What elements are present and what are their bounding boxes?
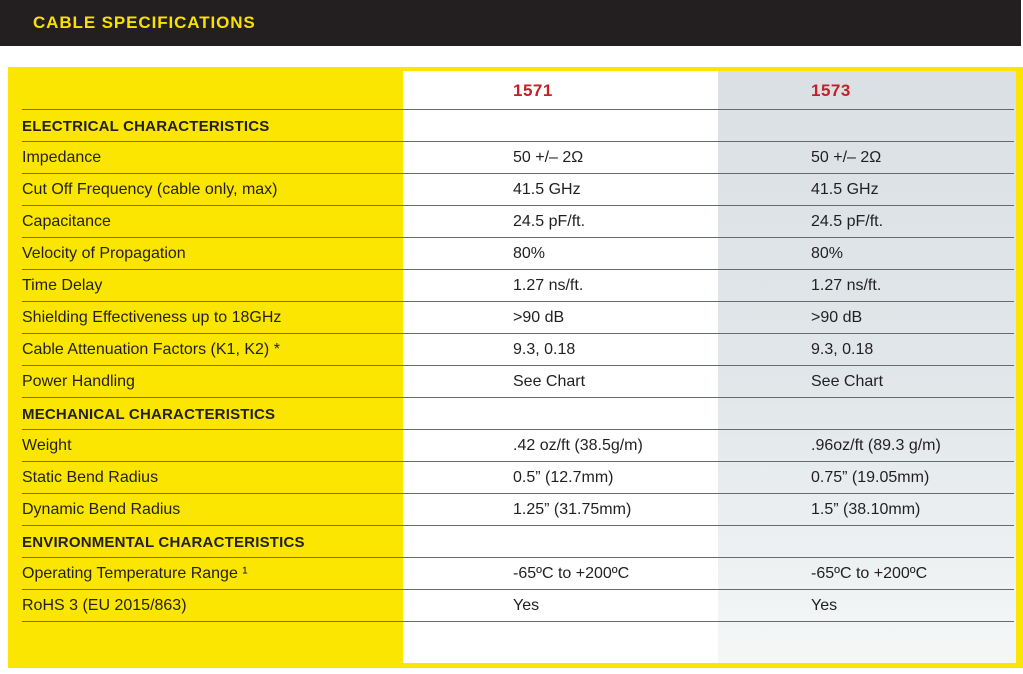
value-cell-1571: 1.27 ns/ft.: [513, 277, 584, 294]
table-row: [8, 270, 1016, 302]
header-spacer-cell: [8, 71, 403, 110]
value-cell-1571: 41.5 GHz: [513, 181, 581, 198]
value-cell-1571: 50 +/– 2Ω: [513, 149, 584, 166]
column-header-1571: 1571: [513, 80, 553, 100]
row-label: ENVIRONMENTAL CHARACTERISTICS: [22, 533, 305, 551]
row-label: Cable Attenuation Factors (K1, K2) *: [22, 341, 280, 358]
table-row: [8, 334, 1016, 366]
value-cell-1571: 80%: [513, 245, 546, 262]
value-cell-1573: 50 +/– 2Ω: [811, 149, 882, 166]
value-cell-1571: -65ºC to +200ºC: [513, 565, 630, 582]
table-row: [8, 142, 1016, 174]
row-label: Dynamic Bend Radius: [22, 501, 181, 518]
column-header-1573: 1573: [811, 80, 851, 100]
table-row: [8, 174, 1016, 206]
row-label: Weight: [22, 437, 72, 454]
value-cell-1571: 0.5” (12.7mm): [513, 469, 614, 486]
page-title: CABLE SPECIFICATIONS: [33, 13, 256, 32]
table-row: [8, 494, 1016, 526]
table-row: [8, 462, 1016, 494]
row-label: Velocity of Propagation: [22, 245, 186, 262]
value-cell-1573: 9.3, 0.18: [811, 341, 874, 358]
value-cell-1571: .42 oz/ft (38.5g/m): [513, 437, 643, 454]
value-cell-1571: [403, 398, 718, 430]
table-row: [8, 302, 1016, 334]
value-cell-1571: >90 dB: [513, 309, 565, 326]
header-bar: [0, 0, 1021, 46]
row-label: Shielding Effectiveness up to 18GHz: [22, 309, 282, 326]
value-cell-1573: [718, 398, 1016, 430]
value-cell-1573: 0.75” (19.05mm): [811, 469, 930, 486]
value-cell-1573: .96oz/ft (89.3 g/m): [811, 437, 941, 454]
table-row: [8, 558, 1016, 590]
value-cell-1571: [403, 110, 718, 142]
cable-specifications-table: [8, 67, 1023, 668]
row-label: ELECTRICAL CHARACTERISTICS: [22, 117, 270, 135]
value-cell-1573: -65ºC to +200ºC: [811, 565, 928, 582]
table-row: [8, 366, 1016, 398]
value-cell-1573: 1.27 ns/ft.: [811, 277, 882, 294]
value-cell-1573: [718, 526, 1016, 558]
row-label: MECHANICAL CHARACTERISTICS: [22, 405, 276, 423]
value-cell-1571: 24.5 pF/ft.: [513, 213, 586, 230]
table-rows: [8, 71, 1016, 622]
row-label: RoHS 3 (EU 2015/863): [22, 597, 187, 614]
value-cell-1571: 1.25” (31.75mm): [513, 501, 632, 518]
row-label: Impedance: [22, 149, 102, 166]
table-row: [8, 590, 1016, 622]
row-label: Power Handling: [22, 373, 135, 390]
section-row: [8, 398, 1016, 430]
value-cell-1573: >90 dB: [811, 309, 863, 326]
row-label: Static Bend Radius: [22, 469, 159, 486]
value-cell-1573: 24.5 pF/ft.: [811, 213, 884, 230]
row-label: Time Delay: [22, 277, 103, 294]
value-cell-1573: 1.5” (38.10mm): [811, 501, 921, 518]
table-header-row: [8, 71, 1016, 110]
value-cell-1571: Yes: [513, 597, 540, 614]
value-cell-1571: 9.3, 0.18: [513, 341, 576, 358]
value-cell-1573: Yes: [811, 597, 838, 614]
row-label: Cut Off Frequency (cable only, max): [22, 181, 278, 198]
row-label: Operating Temperature Range ¹: [22, 565, 248, 582]
section-row: [8, 110, 1016, 142]
value-cell-1573: See Chart: [811, 373, 884, 390]
table-row: [8, 238, 1016, 270]
value-cell-1573: [718, 110, 1016, 142]
value-cell-1571: See Chart: [513, 373, 586, 390]
value-cell-1573: 80%: [811, 245, 844, 262]
value-cell-1571: [403, 526, 718, 558]
row-label: Capacitance: [22, 213, 111, 230]
section-row: [8, 526, 1016, 558]
value-cell-1573: 41.5 GHz: [811, 181, 879, 198]
table-row: [8, 430, 1016, 462]
table-row: [8, 206, 1016, 238]
